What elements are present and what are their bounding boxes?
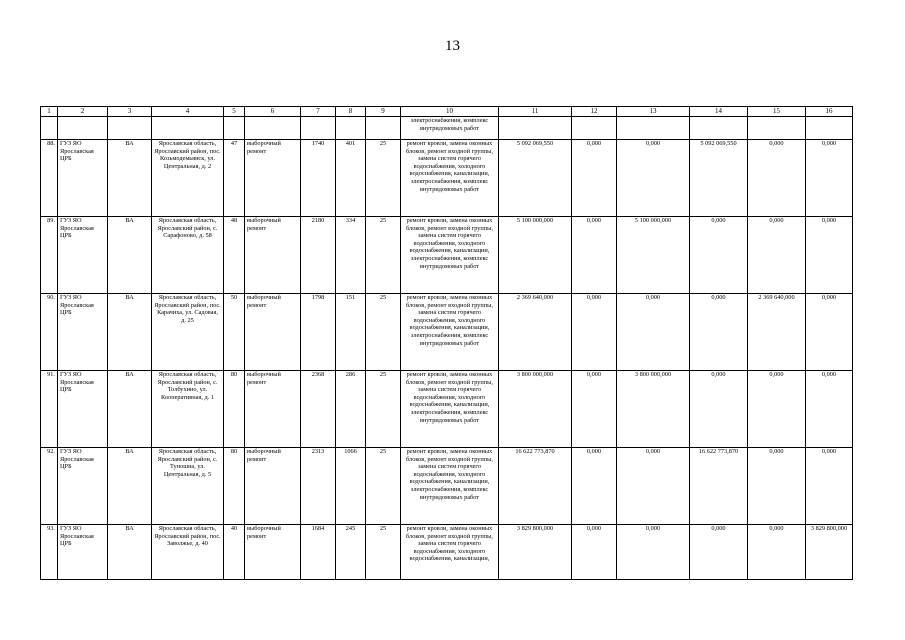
table-row xyxy=(41,448,853,525)
header-cell: 12 xyxy=(572,107,617,117)
col-7-cell: 1684 xyxy=(301,525,336,580)
amount-12-cell: 0,000 xyxy=(572,371,617,448)
amount-15-cell: 0,000 xyxy=(748,140,806,217)
repair-type-cell: выборочный ремонт xyxy=(245,525,301,580)
address-cell: Ярославская область, Ярославский район, с. Толбухино, ул. Кооперативная, д. 1 xyxy=(152,371,224,448)
amount-14-cell: 0,000 xyxy=(690,294,748,371)
row-number-cell: 91. xyxy=(41,371,58,448)
page-number: 13 xyxy=(445,38,460,54)
col-5-cell: 48 xyxy=(224,217,245,294)
amount-15-cell: 0,000 xyxy=(748,217,806,294)
amount-13-cell: 3 800 000,000 xyxy=(617,371,690,448)
address-cell: Ярославская область, Ярославский район, пос. Заволжье, д. 40 xyxy=(152,525,224,580)
header-cell: 15 xyxy=(748,107,806,117)
amount-14-cell: 0,000 xyxy=(690,525,748,580)
header-cell: 14 xyxy=(690,107,748,117)
amount-12-cell: 0,000 xyxy=(572,448,617,525)
table-row xyxy=(41,525,853,580)
program-table xyxy=(40,106,853,580)
col-5-cell: 80 xyxy=(224,448,245,525)
header-cell: 10 xyxy=(401,107,499,117)
amount-16-cell: 0,000 xyxy=(806,140,853,217)
amount-13-cell: 5 100 000,000 xyxy=(617,217,690,294)
work-list-cell: ремонт кровли, замена оконных блоков, ремонт входной группы, замена систем горячего водоснабжения, холодного водоснабжения, канализации, электроснабжения, комплекс внутридомовых работ xyxy=(401,217,499,294)
amount-16-cell: 0,000 xyxy=(806,448,853,525)
amount-total-cell: 2 369 640,000 xyxy=(499,294,572,371)
col-8-cell: 151 xyxy=(336,294,366,371)
amount-16-cell: 0,000 xyxy=(806,294,853,371)
col-5-cell: 80 xyxy=(224,371,245,448)
header-cell: 5 xyxy=(224,107,245,117)
col-5-cell: 40 xyxy=(224,525,245,580)
amount-15-cell: 0,000 xyxy=(748,525,806,580)
amount-13-cell: 0,000 xyxy=(617,140,690,217)
col-7-cell: 2313 xyxy=(301,448,336,525)
code-cell: ВА xyxy=(108,448,152,525)
organization-cell: ГУЗ ЯО Ярославская ЦРБ xyxy=(58,294,108,371)
amount-total-cell: 3 829 800,000 xyxy=(499,525,572,580)
organization-cell: ГУЗ ЯО Ярославская ЦРБ xyxy=(58,217,108,294)
row-number-cell: 93. xyxy=(41,525,58,580)
col-9-cell: 25 xyxy=(366,448,401,525)
header-cell: 7 xyxy=(301,107,336,117)
work-list-cell: ремонт кровли, замена оконных блоков, ремонт входной группы, замена систем горячего водоснабжения, холодного водоснабжения, канализации, электроснабжения, комплекс внутридомовых работ xyxy=(401,140,499,217)
continuation-work: электроснабжения, комплекс внутридомовых работ xyxy=(401,117,499,140)
code-cell: ВА xyxy=(108,217,152,294)
work-list-cell: ремонт кровли, замена оконных блоков, ремонт входной группы, замена систем горячего водоснабжения, холодного водоснабжения, канализации, электроснабжения, комплекс внутридомовых работ xyxy=(401,371,499,448)
repair-type-cell: выборочный ремонт xyxy=(245,371,301,448)
amount-16-cell: 3 829 800,000 xyxy=(806,525,853,580)
col-9-cell: 25 xyxy=(366,525,401,580)
header-cell: 2 xyxy=(58,107,108,117)
col-7-cell: 1740 xyxy=(301,140,336,217)
amount-12-cell: 0,000 xyxy=(572,294,617,371)
row-number-cell: 88. xyxy=(41,140,58,217)
amount-12-cell: 0,000 xyxy=(572,217,617,294)
col-9-cell: 25 xyxy=(366,217,401,294)
repair-type-cell: выборочный ремонт xyxy=(245,140,301,217)
amount-total-cell: 16 622 773,870 xyxy=(499,448,572,525)
code-cell: ВА xyxy=(108,525,152,580)
amount-13-cell: 0,000 xyxy=(617,448,690,525)
table-row xyxy=(41,140,853,217)
col-8-cell: 401 xyxy=(336,140,366,217)
table-row xyxy=(41,294,853,371)
col-9-cell: 25 xyxy=(366,140,401,217)
amount-12-cell: 0,000 xyxy=(572,140,617,217)
address-cell: Ярославская область, Ярославский район, пос. Карачиха, ул. Садовая, д. 25 xyxy=(152,294,224,371)
header-cell: 6 xyxy=(245,107,301,117)
amount-14-cell: 5 092 069,550 xyxy=(690,140,748,217)
col-5-cell: 47 xyxy=(224,140,245,217)
col-5-cell: 50 xyxy=(224,294,245,371)
amount-total-cell: 3 800 000,000 xyxy=(499,371,572,448)
table-row xyxy=(41,217,853,294)
col-9-cell: 25 xyxy=(366,294,401,371)
header-cell: 1 xyxy=(41,107,58,117)
header-cell: 16 xyxy=(806,107,853,117)
organization-cell: ГУЗ ЯО Ярославская ЦРБ xyxy=(58,525,108,580)
organization-cell: ГУЗ ЯО Ярославская ЦРБ xyxy=(58,371,108,448)
header-cell: 13 xyxy=(617,107,690,117)
header-cell: 8 xyxy=(336,107,366,117)
header-cell: 3 xyxy=(108,107,152,117)
col-7-cell: 2180 xyxy=(301,217,336,294)
address-cell: Ярославская область, Ярославский район, с. Сарафоново, д. 58 xyxy=(152,217,224,294)
amount-12-cell: 0,000 xyxy=(572,525,617,580)
row-number-cell: 89. xyxy=(41,217,58,294)
col-8-cell: 286 xyxy=(336,371,366,448)
col-7-cell: 2368 xyxy=(301,371,336,448)
work-list-cell: ремонт кровли, замена оконных блоков, ремонт входной группы, замена систем горячего водоснабжения, холодного водоснабжения, канализации, электроснабжения, комплекс внутридомовых работ xyxy=(401,294,499,371)
amount-13-cell: 0,000 xyxy=(617,294,690,371)
work-list-cell: ремонт кровли, замена оконных блоков, ремонт входной группы, замена систем горячего водоснабжения, холодного водоснабжения, канализации, электроснабжения, комплекс внутридомовых работ xyxy=(401,448,499,525)
row-number-cell: 90. xyxy=(41,294,58,371)
organization-cell: ГУЗ ЯО Ярославская ЦРБ xyxy=(58,140,108,217)
amount-15-cell: 0,000 xyxy=(748,371,806,448)
code-cell: ВА xyxy=(108,140,152,217)
amount-14-cell: 16 622 773,870 xyxy=(690,448,748,525)
work-list-cell: ремонт кровли, замена оконных блоков, ремонт входной группы, замена систем горячего водоснабжения, холодного водоснабжения, канализации, xyxy=(401,525,499,580)
amount-16-cell: 0,000 xyxy=(806,217,853,294)
repair-type-cell: выборочный ремонт xyxy=(245,448,301,525)
repair-type-cell: выборочный ремонт xyxy=(245,294,301,371)
col-8-cell: 334 xyxy=(336,217,366,294)
header-row xyxy=(41,107,853,117)
repair-type-cell: выборочный ремонт xyxy=(245,217,301,294)
amount-13-cell: 0,000 xyxy=(617,525,690,580)
amount-14-cell: 0,000 xyxy=(690,371,748,448)
col-7-cell: 1798 xyxy=(301,294,336,371)
table-row xyxy=(41,371,853,448)
amount-16-cell: 0,000 xyxy=(806,371,853,448)
code-cell: ВА xyxy=(108,294,152,371)
amount-total-cell: 5 100 000,000 xyxy=(499,217,572,294)
amount-15-cell: 2 369 640,000 xyxy=(748,294,806,371)
continuation-row xyxy=(41,117,853,140)
header-cell: 11 xyxy=(499,107,572,117)
address-cell: Ярославская область, Ярославский район, пос. Козьмодемьянск, ул. Центральная, д. 2 xyxy=(152,140,224,217)
header-cell: 4 xyxy=(152,107,224,117)
row-number-cell: 92. xyxy=(41,448,58,525)
col-8-cell: 1066 xyxy=(336,448,366,525)
address-cell: Ярославская область, Ярославский район, с. Туношна, ул. Центральная, д. 5 xyxy=(152,448,224,525)
col-8-cell: 245 xyxy=(336,525,366,580)
amount-14-cell: 0,000 xyxy=(690,217,748,294)
code-cell: ВА xyxy=(108,371,152,448)
amount-15-cell: 0,000 xyxy=(748,448,806,525)
organization-cell: ГУЗ ЯО Ярославская ЦРБ xyxy=(58,448,108,525)
header-cell: 9 xyxy=(366,107,401,117)
col-9-cell: 25 xyxy=(366,371,401,448)
amount-total-cell: 5 092 069,550 xyxy=(499,140,572,217)
